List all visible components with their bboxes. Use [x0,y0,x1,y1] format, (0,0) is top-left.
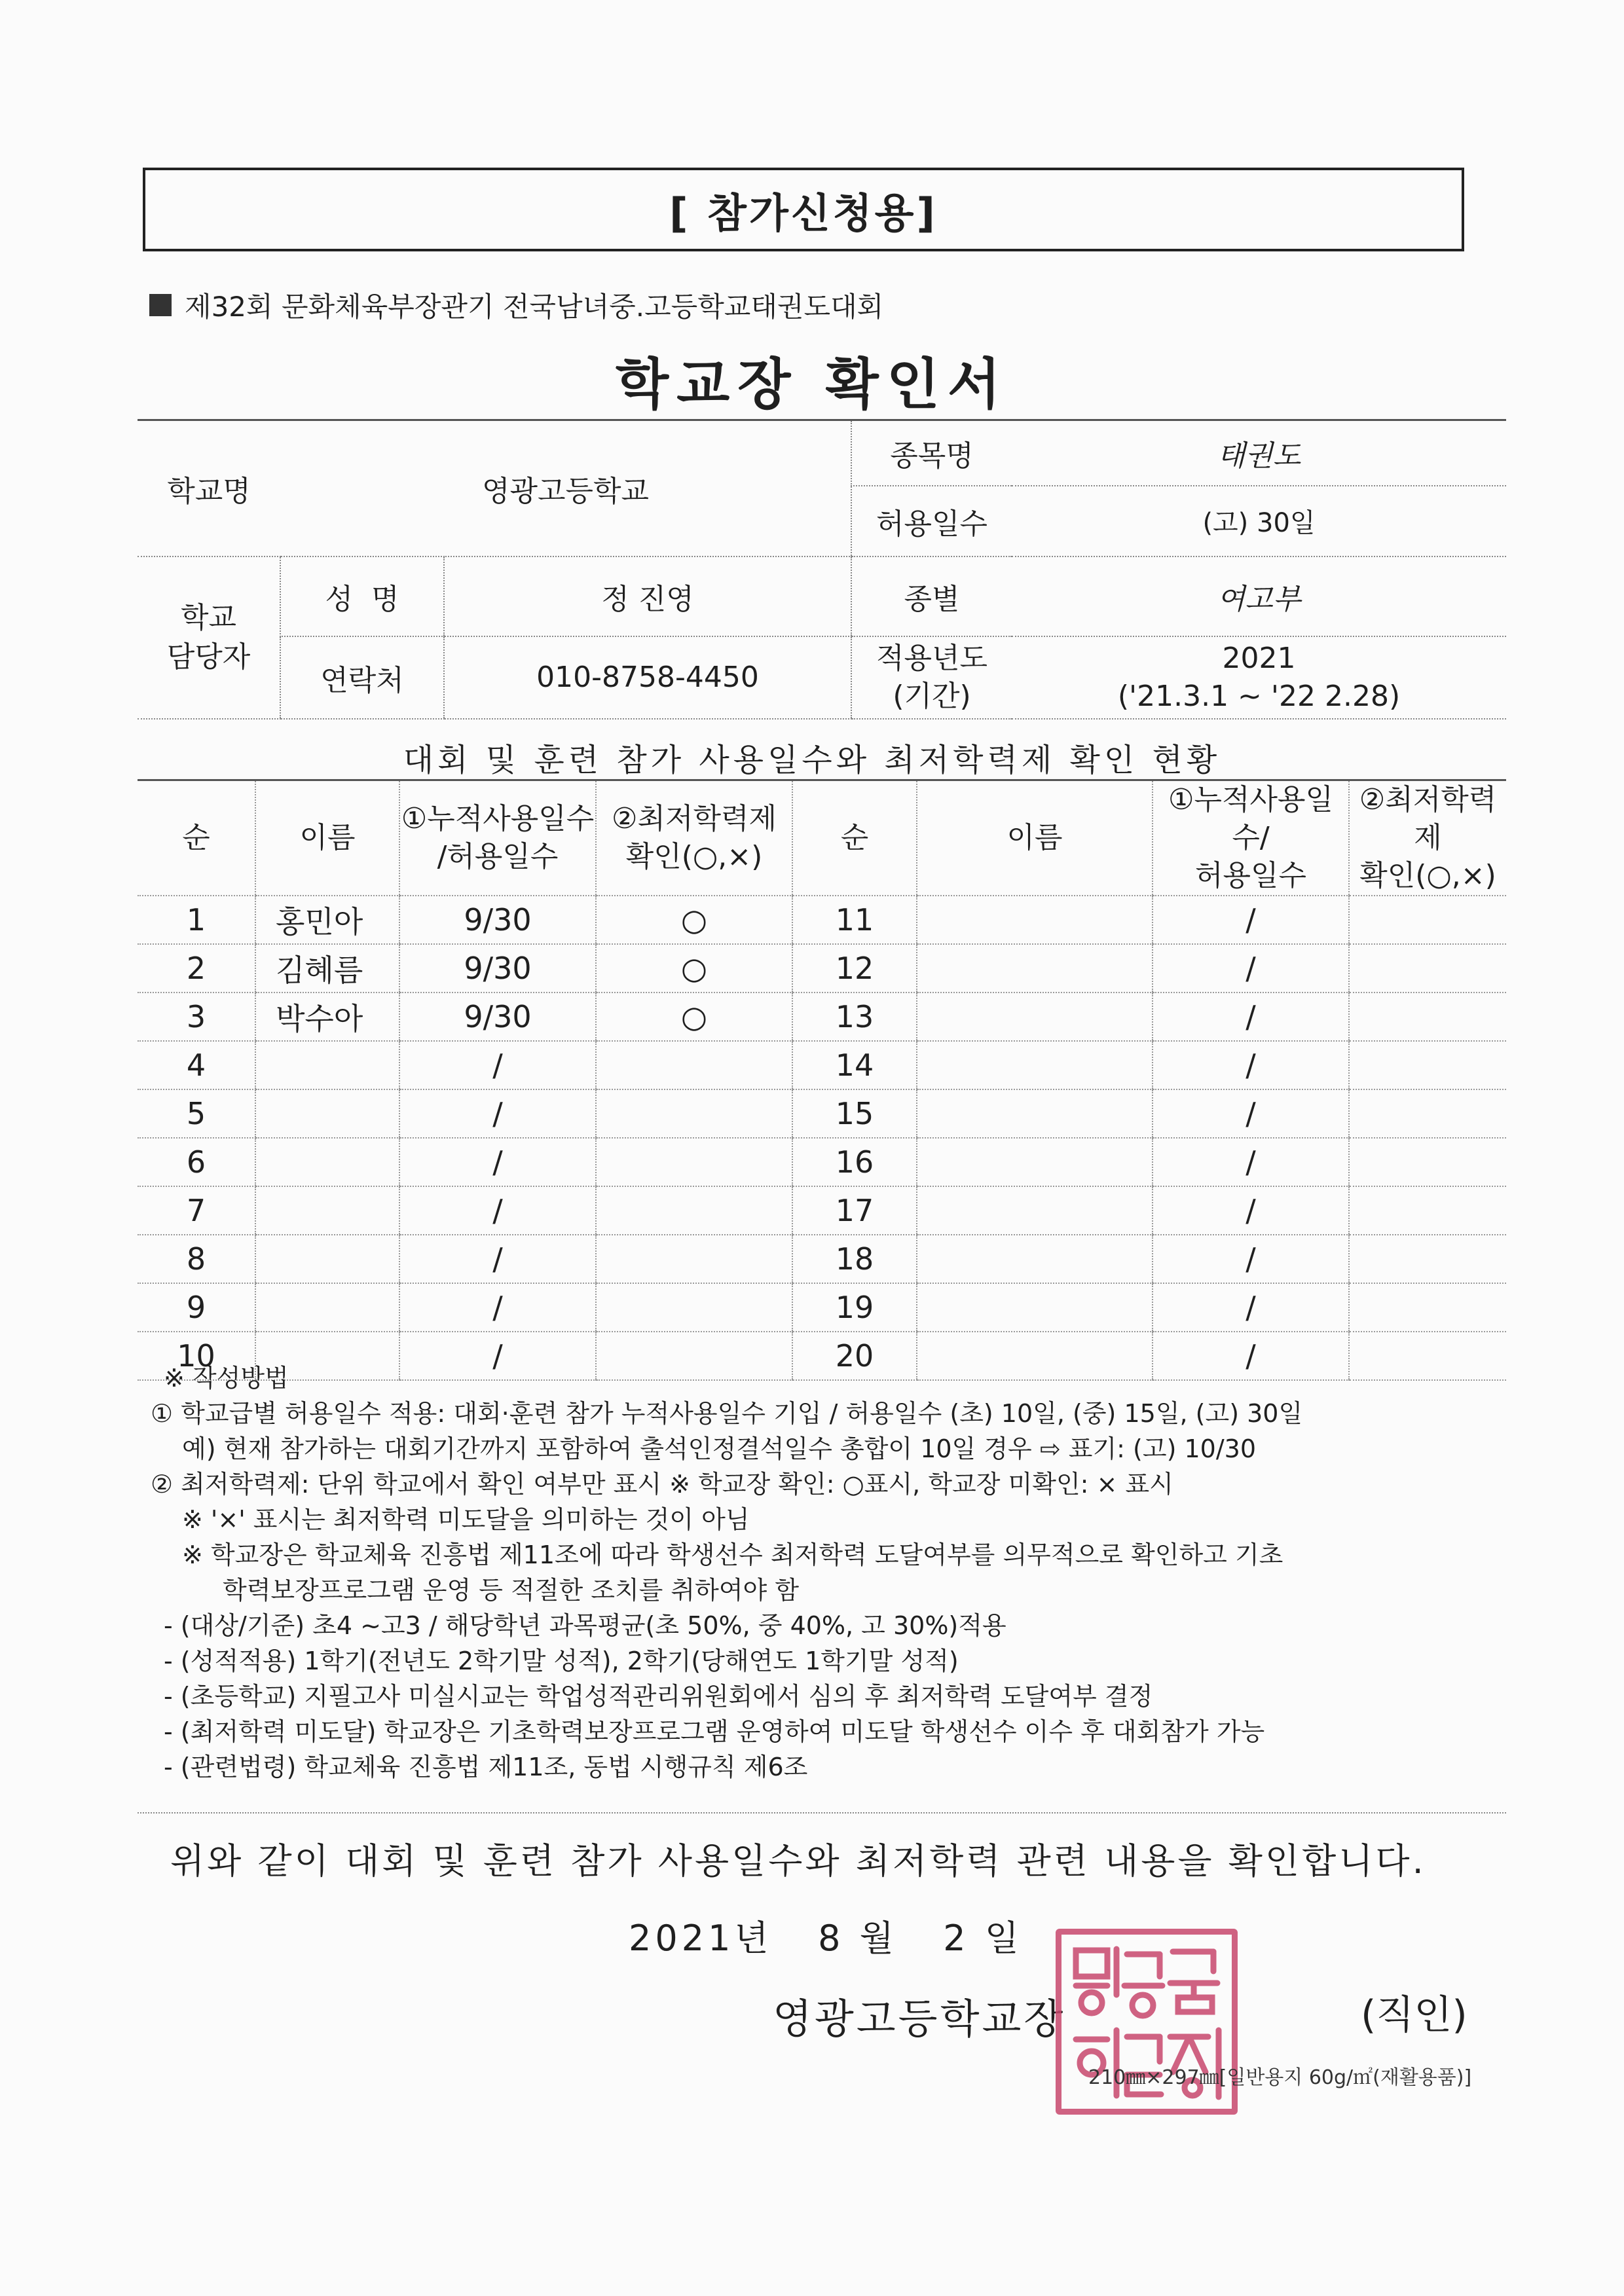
row-number: 4 [138,1041,255,1089]
student-name: 김혜름 [255,944,399,993]
document-date [629,1910,1023,1961]
student-name [917,896,1153,944]
academic-check [1349,1283,1506,1332]
row-number: 5 [138,1089,255,1138]
days-used: / [399,1138,596,1186]
student-name [255,1138,399,1186]
days-used: / [399,1186,596,1235]
days-used: / [1153,1332,1349,1380]
academic-check: ○ [596,944,792,993]
academic-check [1349,896,1506,944]
academic-check [1349,1138,1506,1186]
manager-label: 학교 담당자 [138,556,280,719]
row-number: 17 [792,1186,917,1235]
section-title: 대회 및 훈련 참가 사용일수와 최저학력제 확인 현황 [403,742,1221,778]
date-year: 2021년 [629,1918,773,1959]
days-used: / [1153,1138,1349,1186]
form-type-header [143,168,1464,251]
note-line-4: ※ '×' 표시는 최저학력 미도달을 의미하는 것이 아님 [182,1505,750,1534]
paper-spec-note: 210㎜×297㎜[일반용지 60g/㎡(재활용품)] [1088,2066,1472,2089]
col-name-right: 이름 [917,780,1153,896]
row-number: 9 [138,1283,255,1332]
note-line-1: ① 학교급별 허용일수 적용: 대회·훈련 참가 누적사용일수 기입 / 허용일수 (초) 10일, (중) 15일, (고) 30일 [151,1399,1303,1428]
days-used: 9/30 [399,896,596,944]
roster-body [138,896,1506,1380]
student-name [917,944,1153,993]
division-label: 종별 [851,556,1012,636]
student-name [917,1283,1153,1332]
roster-row [138,1235,1506,1283]
note-line-9: - (초등학교) 지필고사 미실시교는 학업성적관리위원회에서 심의 후 최저학력 도달여부 결정 [164,1682,1153,1711]
period-value: ('21.3.1 ~ '22 2.28) [1117,679,1401,713]
row-number: 2 [138,944,255,993]
note-line-7: - (대상/기준) 초4 ~고3 / 해당학년 과목평균(초 50%, 중 40%, 고 30%)적용 [164,1611,1006,1640]
col-check-left: ②최저학력제 확인(○,×) [596,780,792,896]
days-used: / [399,1089,596,1138]
form-type-label: [ 참가신청용] [669,189,938,237]
academic-check: ○ [596,896,792,944]
academic-check [596,1235,792,1283]
academic-check [1349,1235,1506,1283]
separator-line [138,1812,1506,1813]
student-name [917,1186,1153,1235]
row-number: 14 [792,1041,917,1089]
allowed-days-value: (고) 30일 [1012,486,1506,556]
days-used: 9/30 [399,993,596,1041]
student-name [255,1283,399,1332]
col-check-right: ②최저학력제 확인(○,×) [1349,780,1506,896]
contact-value: 010-8758-4450 [444,636,851,719]
confirmation-text: 위와 같이 대회 및 훈련 참가 사용일수와 최저학력 관련 내용을 확인합니다. [170,1840,1426,1882]
row-number: 20 [792,1332,917,1380]
note-line-10: - (최저학력 미도달) 학교장은 기초학력보장프로그램 운영하여 미도달 학생선수 이수 후 대회참가 가능 [164,1717,1265,1746]
days-used: / [1153,1283,1349,1332]
student-name [917,1235,1153,1283]
roster-row [138,993,1506,1041]
year-value: 2021 [1222,641,1296,675]
days-used: / [399,1283,596,1332]
row-number: 10 [138,1332,255,1380]
roster-row [138,1138,1506,1186]
days-used: / [1153,1186,1349,1235]
note-line-11: - (관련법령) 학교체육 진흥법 제11조, 동법 시행규칙 제6조 [164,1753,808,1781]
days-used: / [1153,1235,1349,1283]
student-name: 박수아 [255,993,399,1041]
days-used: / [399,1041,596,1089]
academic-check [596,1283,792,1332]
col-no-left: 순 [138,780,255,896]
row-number: 3 [138,993,255,1041]
school-label: 학교명 [138,420,280,556]
row-number: 11 [792,896,917,944]
year-value-cell [1012,636,1506,719]
row-number: 15 [792,1089,917,1138]
roster-row [138,944,1506,993]
student-name [255,1089,399,1138]
school-info-table [138,419,1506,720]
school-value: 영광고등학교 [280,420,851,556]
academic-check [596,1186,792,1235]
student-name: 홍민아 [255,896,399,944]
student-name [917,993,1153,1041]
col-days-left: ①누적사용일수 /허용일수 [399,780,596,896]
academic-check [596,1138,792,1186]
academic-check [1349,1186,1506,1235]
principal-name: 영광고등학교장 [773,1995,1066,2043]
row-number: 1 [138,896,255,944]
document-title: 학교장 확인서 [615,352,1009,416]
roster-row [138,1283,1506,1332]
event-type-label: 종목명 [851,420,1012,486]
days-used: / [399,1332,596,1380]
academic-check [1349,993,1506,1041]
student-name [255,1041,399,1089]
student-name [255,1235,399,1283]
row-number: 18 [792,1235,917,1283]
roster-header-row [138,780,1506,896]
note-line-8: - (성적적용) 1학기(전년도 2학기말 성적), 2학기(당해연도 1학기말 성적) [164,1647,959,1675]
roster-row [138,1041,1506,1089]
roster-table [138,779,1506,1381]
row-number: 12 [792,944,917,993]
division-value: 여고부 [1012,556,1506,636]
event-line [149,285,883,325]
academic-check [596,1089,792,1138]
student-name [917,1041,1153,1089]
days-used: 9/30 [399,944,596,993]
academic-check [596,1041,792,1089]
note-line-3: ② 최저학력제: 단위 학교에서 확인 여부만 표시 ※ 학교장 확인: ○표시, 학교장 미확인: × 표시 [151,1470,1173,1499]
square-bullet-icon [149,294,172,316]
name-label: 성 명 [280,556,444,636]
days-used: / [1153,896,1349,944]
academic-check: ○ [596,993,792,1041]
days-used: / [399,1235,596,1283]
row-number: 19 [792,1283,917,1332]
col-no-right: 순 [792,780,917,896]
event-name: 제32회 문화체육부장관기 전국남녀중.고등학교태권도대회 [185,291,884,323]
row-number: 13 [792,993,917,1041]
days-used: / [1153,1089,1349,1138]
col-days-right: ①누적사용일수/ 허용일수 [1153,780,1349,896]
row-number: 16 [792,1138,917,1186]
academic-check [1349,1041,1506,1089]
academic-check [1349,944,1506,993]
days-used: / [1153,944,1349,993]
seal-note: (직인) [1361,1992,1467,2038]
days-used: / [1153,993,1349,1041]
row-number: 8 [138,1235,255,1283]
academic-check [1349,1089,1506,1138]
student-name [255,1186,399,1235]
allowed-days-label: 허용일수 [851,486,1012,556]
col-name-left: 이름 [255,780,399,896]
note-line-5: ※ 학교장은 학교체육 진흥법 제11조에 따라 학생선수 최저학력 도달여부를 의무적으로 확인하고 기초 [182,1540,1283,1569]
roster-row [138,1089,1506,1138]
row-number: 7 [138,1186,255,1235]
name-value: 정 진영 [444,556,851,636]
note-line-2: 예) 현재 참가하는 대회기간까지 포함하여 출석인정결석일수 총합이 10일 경우 ⇨ 표기: (고) 10/30 [182,1434,1257,1463]
contact-label: 연락처 [280,636,444,719]
student-name [917,1138,1153,1186]
note-line-6: 학력보장프로그램 운영 등 적절한 조치를 취하여야 함 [223,1576,800,1605]
year-label: 적용년도 (기간) [851,636,1012,719]
row-number: 6 [138,1138,255,1186]
notes-heading: ※ 작성방법 [164,1364,289,1393]
event-type-value: 태권도 [1012,420,1506,486]
roster-row [138,1186,1506,1235]
instructions [151,1360,1500,1785]
days-used: / [1153,1041,1349,1089]
date-day: 2 일 [943,1918,1023,1959]
student-name [917,1089,1153,1138]
roster-row [138,896,1506,944]
date-month: 8 월 [818,1918,898,1959]
